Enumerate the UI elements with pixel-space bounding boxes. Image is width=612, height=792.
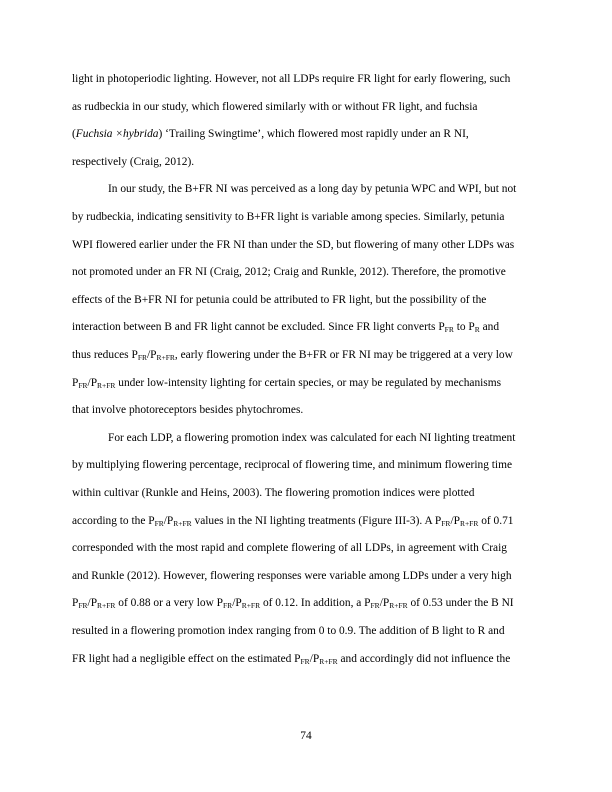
text-line: WPI flowered earlier under the FR NI than under the SD, but flowering of many other LDPs was	[72, 238, 515, 251]
text-line: PFR/PR+FR of 0.88 or a very low PFR/PR+FR of 0.12. In addition, a PFR/PR+FR of 0.53 under the B NI	[72, 597, 514, 611]
subscript: FR	[223, 601, 233, 611]
subscript: FR	[300, 656, 310, 666]
text-line: FR light had a negligible effect on the estimated PFR/PR+FR and accordingly did not influence the	[72, 652, 511, 666]
subscript: FR	[441, 518, 451, 528]
text-line: thus reduces PFR/PR+FR, early flowering under the B+FR or FR NI may be triggered at a very low	[72, 349, 513, 362]
subscript: R+FR	[241, 601, 261, 611]
subscript: FR	[444, 325, 454, 335]
text-line: that involve photoreceptors besides phytochromes.	[72, 404, 304, 417]
subscript: FR	[78, 601, 88, 611]
subscript: R+FR	[319, 656, 338, 666]
text-line: light in photoperiodic lighting. However, not all LDPs require FR light for early flowering, such	[72, 73, 511, 85]
text-line: respectively (Craig, 2012).	[72, 155, 195, 168]
subscript: R+FR	[173, 518, 192, 528]
text-line: and Runkle (2012). However, flowering responses were variable among LDPs under a very high	[72, 569, 512, 582]
text-line: not promoted under an FR NI (Craig, 2012; Craig and Runkle, 2012). Therefore, the promotive	[72, 266, 506, 279]
subscript: R+FR	[97, 601, 116, 611]
subscript: R+FR	[389, 601, 408, 611]
subscript: FR	[154, 518, 164, 528]
text-line: effects of the B+FR NI for petunia could be attributed to FR light, but the possibility of the	[72, 293, 487, 306]
subscript: FR	[370, 601, 380, 611]
text-line: within cultivar (Runkle and Heins, 2003). The flowering promotion indices were plotted	[72, 487, 475, 499]
text-line: interaction between B and FR light cannot be excluded. Since FR light converts PFR to PR and	[72, 321, 500, 335]
subscript: R+FR	[156, 353, 175, 362]
subscript: FR	[137, 353, 147, 362]
text-line: (Fuchsia ×hybrida) ‘Trailing Swingtime’, which flowered most rapidly under an R NI,	[72, 128, 469, 141]
text-line: For each LDP, a flowering promotion index was calculated for each NI lighting treatment	[108, 431, 516, 444]
text-line: resulted in a flowering promotion index ranging from 0 to 0.9. The addition of B light to R and	[72, 625, 505, 637]
subscript: R+FR	[459, 518, 479, 528]
subscript: R	[474, 325, 480, 335]
subscript: R+FR	[97, 380, 116, 390]
text-line: as rudbeckia in our study, which flowered similarly with or without FR light, and fuchsia	[72, 100, 478, 113]
text-line: corresponded with the most rapid and complete flowering of all LDPs, in agreement with Craig	[72, 542, 507, 555]
page-number: 74	[300, 730, 312, 742]
text-line: by multiplying flowering percentage, reciprocal of flowering time, and minimum flowering time	[72, 459, 512, 472]
italic-text: Fuchsia ×hybrida	[75, 128, 159, 141]
text-line: by rudbeckia, indicating sensitivity to B+FR light is variable among species. Similarly, petunia	[72, 211, 505, 223]
text-line: PFR/PR+FR under low-intensity lighting for certain species, or may be regulated by mechanisms	[72, 376, 502, 390]
subscript: FR	[78, 380, 88, 390]
text-line: according to the PFR/PR+FR values in the NI lighting treatments (Figure III-3). A PFR/PR+FR of 0.71	[72, 514, 514, 528]
text-line: In our study, the B+FR NI was perceived as a long day by petunia WPC and WPI, but not	[108, 183, 517, 196]
